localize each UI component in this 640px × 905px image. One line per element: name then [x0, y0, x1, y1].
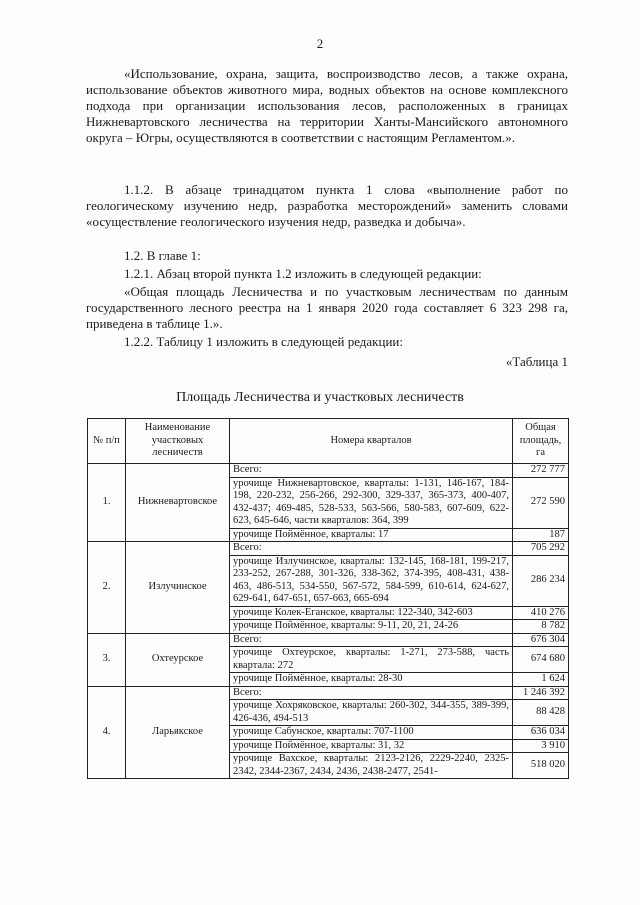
quarters-cell: урочище Поймённое, кварталы: 17	[230, 528, 513, 542]
area-cell: 8 782	[513, 620, 569, 634]
row-name: Излучинское	[126, 542, 230, 634]
quarters-cell: урочище Охтеурское, кварталы: 1-271, 273-588, часть квартала: 272	[230, 647, 513, 673]
area-cell: 1 246 392	[513, 686, 569, 700]
paragraph-1-1-2: 1.1.2. В абзаце тринадцатом пункта 1 слова «выполнение работ по геологическому изучению недр, разработка месторождений» заменить словами «осуществление геологического изучения недр, разведка и добыча».	[86, 182, 568, 229]
area-cell: 1 624	[513, 673, 569, 687]
quarters-cell: урочище Поймённое, кварталы: 9-11, 20, 21, 24-26	[230, 620, 513, 634]
table-title: Площадь Лесничества и участковых лесничеств	[176, 390, 464, 405]
area-cell: 676 304	[513, 633, 569, 647]
header-quarters: Номера кварталов	[230, 419, 513, 464]
paragraph-total-area: «Общая площадь Лесничества и по участковым лесничествам по данным государственного лесного реестра на 1 января 2020 года составляет 6 323 298 га, приведена в таблице 1.».	[86, 284, 568, 331]
quarters-cell: урочище Вахское, кварталы: 2123-2126, 2229-2240, 2325-2342, 2344-2367, 2434, 2436, 2438-2477, 2541-	[230, 753, 513, 779]
table-row	[88, 464, 569, 478]
quarters-cell: урочище Колек-Еганское, кварталы: 122-340, 342-603	[230, 606, 513, 620]
area-cell: 272 590	[513, 477, 569, 528]
quarters-cell: урочище Нижневартовское, кварталы: 1-131, 146-167, 184-198, 220-232, 256-266, 292-300, 329-337, 365-373, 400-407, 432-437; 469-485, 528-533, 563-566, 580-583, 607-609, 622-623, 645-646, части кварталов: 364, 399	[230, 477, 513, 528]
header-name: Наименование участковых лесничеств	[126, 419, 230, 464]
area-cell: 286 234	[513, 555, 569, 606]
area-cell: 410 276	[513, 606, 569, 620]
area-cell: 636 034	[513, 726, 569, 740]
table-row	[88, 686, 569, 700]
quarters-cell: урочище Излучинское, кварталы: 132-145, 168-181, 199-217, 233-252, 267-288, 301-326, 338-362, 374-395, 408-431, 438-463, 486-513, 534-550, 567-572, 584-599, 610-614, 624-627, 629-641, 647-651, 657-663, 665-694	[230, 555, 513, 606]
row-name: Нижневартовское	[126, 464, 230, 542]
quarters-cell: Всего:	[230, 464, 513, 478]
area-cell: 3 910	[513, 739, 569, 753]
row-num: 4.	[88, 686, 126, 779]
quarters-cell: урочище Поймённое, кварталы: 28-30	[230, 673, 513, 687]
quoted-paragraph: «Использование, охрана, защита, воспроизводство лесов, а также охрана, использование объектов животного мира, водных объектов на основе комплексного подхода при организации использования лесов, расположенных в границах Нижневартовского лесничества на территории Ханты-Мансийского автономного округа – Югры, осуществляются в соответствии с настоящим Регламентом.».	[86, 66, 568, 145]
table-label: «Таблица 1	[505, 354, 568, 369]
paragraph-1-2-1: 1.2.1. Абзац второй пункта 1.2 изложить в следующей редакции:	[124, 266, 482, 281]
row-num: 1.	[88, 464, 126, 542]
area-cell: 705 292	[513, 542, 569, 556]
quarters-cell: урочище Поймённое, кварталы: 31, 32	[230, 739, 513, 753]
table-header-row	[88, 419, 569, 464]
forestry-area-table	[87, 418, 569, 779]
paragraph-1-2-2: 1.2.2. Таблицу 1 изложить в следующей редакции:	[124, 334, 403, 349]
paragraph-1-2: 1.2. В главе 1:	[124, 248, 201, 263]
area-cell: 518 020	[513, 753, 569, 779]
area-cell: 187	[513, 528, 569, 542]
header-area: Общая площадь, га	[513, 419, 569, 464]
area-cell: 272 777	[513, 464, 569, 478]
quarters-cell: Всего:	[230, 542, 513, 556]
page-number: 2	[316, 36, 324, 51]
quarters-cell: Всего:	[230, 686, 513, 700]
row-num: 3.	[88, 633, 126, 686]
area-cell: 88 428	[513, 700, 569, 726]
row-num: 2.	[88, 542, 126, 634]
row-name: Ларьякское	[126, 686, 230, 779]
quarters-cell: Всего:	[230, 633, 513, 647]
quarters-cell: урочище Сабунское, кварталы: 707-1100	[230, 726, 513, 740]
quarters-cell: урочище Хохряковское, кварталы: 260-302, 344-355, 389-399, 426-436, 494-513	[230, 700, 513, 726]
area-cell: 674 680	[513, 647, 569, 673]
header-num: № п/п	[88, 419, 126, 464]
row-name: Охтеурское	[126, 633, 230, 686]
table-row	[88, 542, 569, 556]
table-row	[88, 633, 569, 647]
